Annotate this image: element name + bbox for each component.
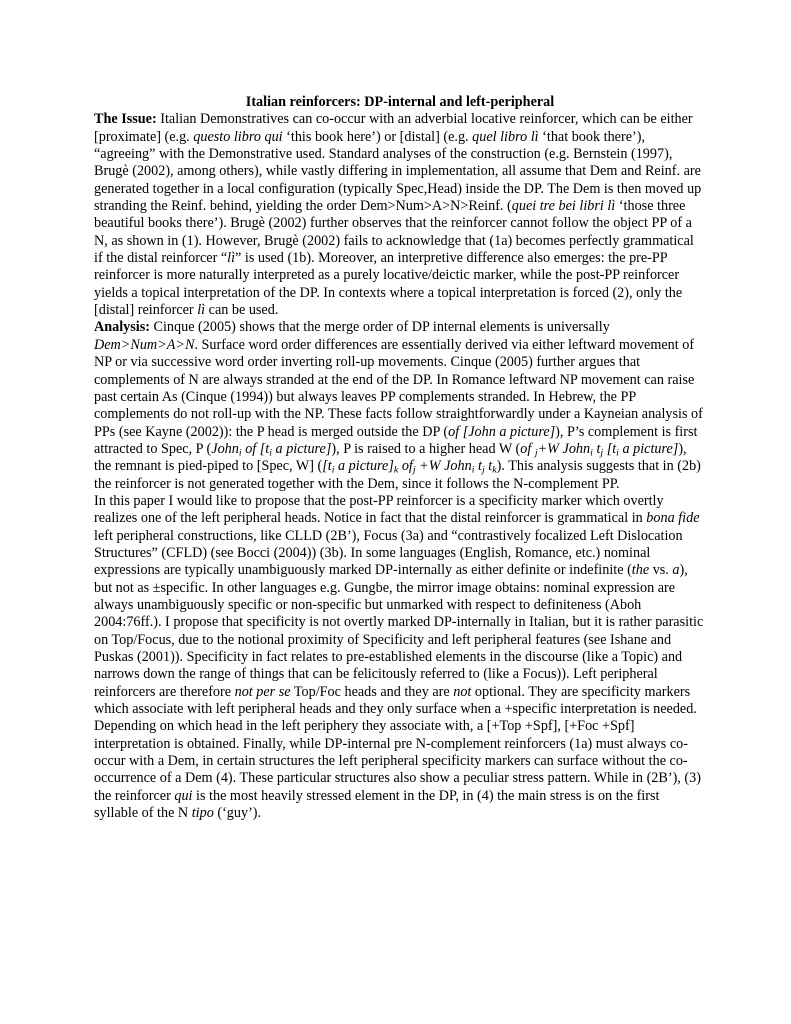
subscript-index: j bbox=[412, 464, 416, 476]
italic-text: of [John a picture] bbox=[448, 423, 556, 440]
body-text: ), but not as ±specific. In other languages e.g. Gungbe, the mirror image obtains: nominal expression are always unambiguously specific or non-specific but unmarked with respect to definiteness (Aboh 2004:76ff.). I propose that specificity is not overtly marked DP-internally in Italian, but it is rather parasitic on Top/Focus, due to the notional proximity of Specificity and left peripheral features (see Ishane and Puskas (2001)). Specificity in fact relates to pre-established elements in the discourse (like a Topic) and narrows down the range of things that can be felicitously referred to (like a Focus)). Left peripheral reinforcers are therefore bbox=[94, 562, 704, 700]
italic-text: [t bbox=[322, 458, 332, 475]
italic-text: not bbox=[453, 683, 472, 700]
italic-text: the bbox=[631, 562, 650, 579]
italic-text: of bbox=[520, 440, 535, 457]
italic-text: +W John bbox=[415, 458, 472, 475]
document-page bbox=[94, 94, 706, 822]
subscript-index: j bbox=[600, 447, 604, 459]
italic-text: t bbox=[484, 458, 493, 475]
document-body bbox=[94, 111, 706, 822]
body-text: Top/Foc heads and they are bbox=[290, 683, 454, 700]
section-heading: Analysis: bbox=[94, 319, 150, 336]
section-heading: The Issue: bbox=[94, 111, 157, 128]
italic-text: qui bbox=[174, 787, 193, 804]
body-text: Italian Demonstratives can co-occur with an adverbial locative reinforcer, which can be either [proximate] (e.g. bbox=[94, 111, 693, 145]
subscript-index: i bbox=[238, 447, 242, 459]
body-text: Cinque (2005) shows that the merge order of DP internal elements is universally bbox=[149, 319, 610, 336]
subscript-index: j bbox=[534, 447, 538, 459]
subscript-index: k bbox=[393, 464, 399, 476]
italic-text: Dem>Num>A>N bbox=[94, 336, 195, 353]
subscript-index: i bbox=[616, 447, 619, 459]
italic-text: questo libro qui bbox=[193, 128, 283, 145]
paper-title: Italian reinforcers: DP-internal and left-peripheral bbox=[245, 94, 555, 110]
body-text: vs. bbox=[649, 562, 673, 579]
body-text: ), P’s complement is first attracted to Spec, P ( bbox=[94, 423, 698, 457]
italic-text: quel libro lì bbox=[472, 128, 539, 145]
subscript-index: k bbox=[492, 464, 497, 476]
italic-text: a picture] bbox=[618, 440, 679, 457]
body-text: In this paper I would like to propose that the post-PP reinforcer is a specificity marker which overtly realizes one of the left peripheral heads. Notice in fact that the distal reinforcer is grammatical in bbox=[94, 492, 664, 527]
paragraph bbox=[94, 493, 706, 823]
body-text: ” is used (1b). Moreover, an interpretive difference also emerges: the pre-PP reinforcer is more naturally interpreted as a purely locative/deictic marker, while the post-PP reinforcer yields a topical interpretation of the DP. In contexts where a topical interpretation is forced (2), only the [distal] reinforcer bbox=[94, 250, 683, 319]
subscript-index: i bbox=[269, 447, 272, 459]
body-text: (‘guy’). bbox=[213, 805, 262, 822]
body-text: ‘those three beautiful books there’). Brugè (2002) further observes that the reinforcer cannot follow the object PP of a N, as shown in (1). However, Brugè (2002) fails to acknowledge that (1a) becomes perfectly grammatical if the distal reinforcer “ bbox=[94, 198, 694, 267]
body-text: can be used. bbox=[205, 302, 279, 319]
paragraph bbox=[94, 319, 706, 492]
italic-text: John bbox=[211, 440, 239, 457]
subscript-index: j bbox=[481, 464, 485, 476]
body-text: ). This analysis suggests that in (2b) the reinforcer is not generated together with the Dem, since it follows the N-complement PP. bbox=[94, 458, 701, 492]
paragraph bbox=[94, 111, 706, 319]
italic-text: +W John bbox=[537, 440, 591, 457]
subscript-index: i bbox=[590, 447, 593, 459]
italic-text: quei tre bei libri lì bbox=[511, 198, 616, 215]
italic-text: a picture] bbox=[272, 440, 332, 457]
italic-text: tipo bbox=[191, 805, 214, 822]
body-text: ), the remnant is pied-piped to [Spec, W] ( bbox=[94, 440, 687, 475]
italic-text: bona fide bbox=[646, 510, 700, 527]
italic-text: [t bbox=[603, 440, 617, 457]
italic-text: t bbox=[474, 458, 482, 475]
body-text: . Surface word order differences are essentially derived via either leftward movement of NP or via successive word order inverting roll-up movements. Cinque (2005) further argues that complements of N are always stranded at the end of the DP. In Romance leftward NP movement can raise past certain As (Cinque (1994)) but always leaves PP complements stranded. In Hebrew, the PP complements do not roll-up with the NP. These facts follow straightforwardly under a Kayneian analysis of PPs (see Kayne (2002)): the P head is merged outside the DP ( bbox=[94, 336, 703, 440]
italic-text: lì bbox=[197, 302, 206, 319]
italic-text: a picture] bbox=[334, 458, 394, 475]
body-text: ), P is raised to a higher head W ( bbox=[331, 440, 521, 457]
body-text: is the most heavily stressed element in the DP, in (4) the main stress is on the first syllable of the N bbox=[94, 787, 660, 822]
italic-text: a bbox=[672, 562, 680, 579]
italic-text: lì bbox=[227, 250, 236, 267]
body-text: ‘that book there’), “agreeing” with the Demonstrative used. Standard analyses of the construction (e.g. Bernstein (1997), Brugè (2002), among others), while vastly differing in implementation, all assume that Dem and Reinf. are generated together in a local configuration (typically Spec,Head) inside the DP. The Dem is then moved up stranding the Reinf. behind, yielding the order Dem>Num>A>N>Reinf. ( bbox=[94, 128, 702, 215]
italic-text: not per se bbox=[234, 683, 291, 700]
body-text: left peripheral constructions, like CLLD (2B’), Focus (3a) and “contrastively focalized Left Dislocation Structures” (CFLD) (see Bocci (2004)) (3b). In some languages (English, Romance, etc.) nominal expressions are typically unambiguously marked DP-internally as either definite or indefinite ( bbox=[94, 527, 683, 579]
italic-text: of bbox=[398, 458, 413, 475]
subscript-index: i bbox=[471, 464, 475, 476]
subscript-index: i bbox=[331, 464, 335, 476]
italic-text: t bbox=[592, 440, 601, 457]
italic-text: of [t bbox=[241, 440, 270, 457]
body-text: optional. They are specificity markers which associate with left peripheral heads and they only surface when a +specific interpretation is needed. Depending on which head in the left periphery they associate with, a [+Top +Spf], [+Foc +Spf] interpretation is obtained. Finally, while DP-internal pre N-complement reinforcers (1a) must always co-occur with a Dem, in certain structures the left peripheral specificity markers can surface without the co-occurrence of a Dem (4). These particular structures also show a peculiar stress pattern. While in (2B’), (3) the reinforcer bbox=[94, 683, 701, 804]
body-text: ‘this book here’) or [distal] (e.g. bbox=[282, 128, 473, 145]
